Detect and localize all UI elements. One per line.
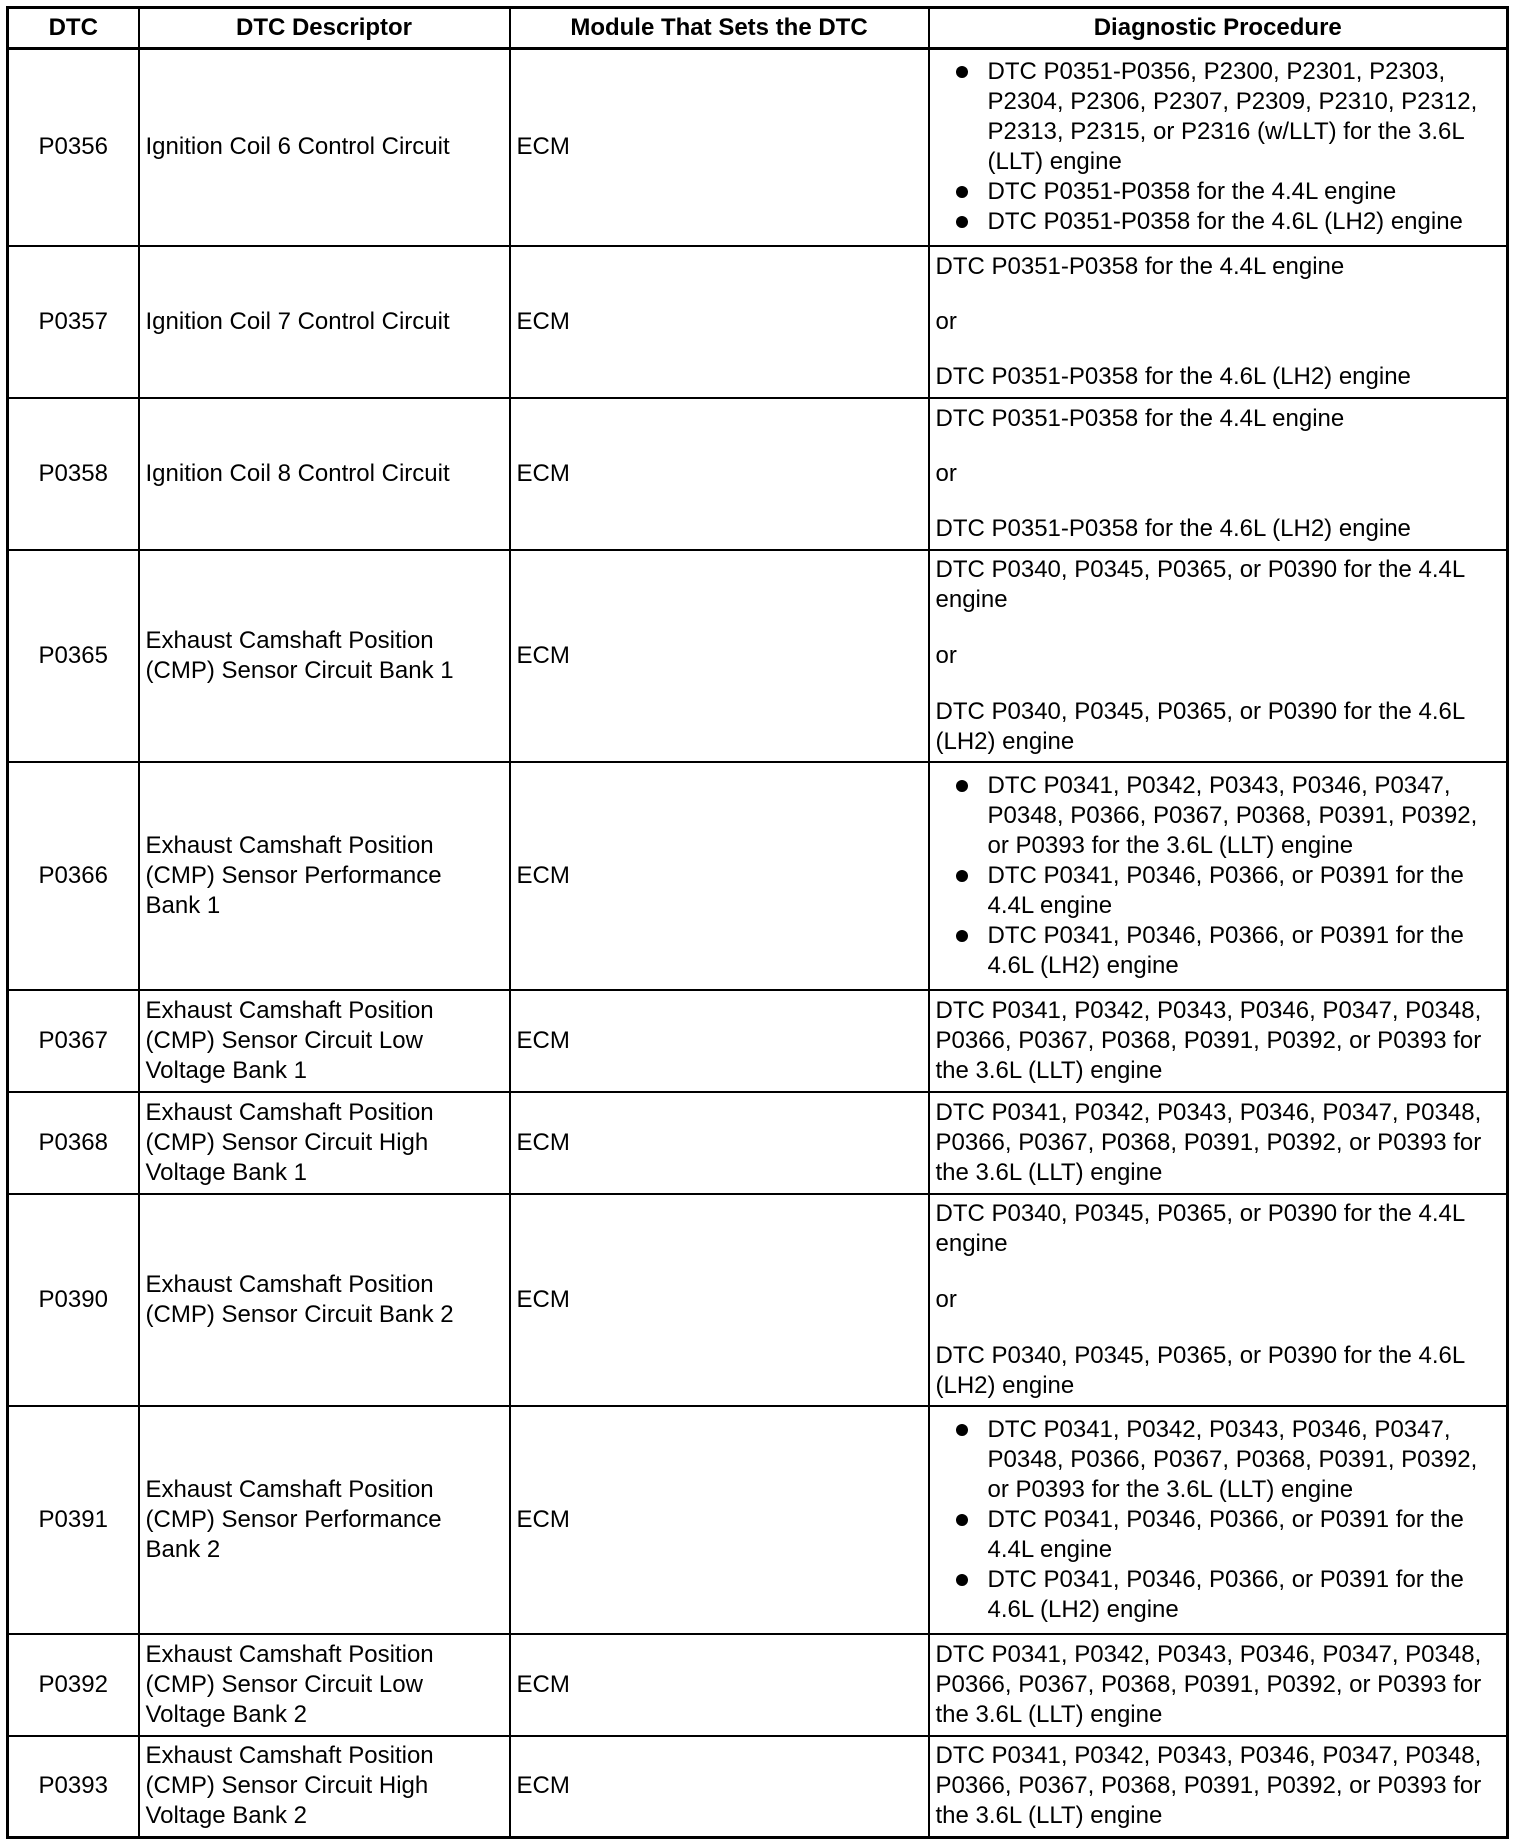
table-row	[8, 246, 1508, 398]
procedure-option: DTC P0351-P0358 for the 4.6L (LH2) engine	[935, 514, 1411, 542]
table-row	[8, 1194, 1508, 1406]
dtc-code: P0358	[8, 398, 139, 550]
dtc-module: ECM	[510, 1406, 929, 1634]
header-dtc: DTC	[8, 8, 139, 49]
diagnostic-procedure: DTC P0341, P0342, P0343, P0346, P0347, P0348, P0366, P0367, P0368, P0391, P0392, or P0393 for the 3.6L (LLT) engine	[929, 1634, 1508, 1736]
diagnostic-procedure	[929, 1406, 1508, 1634]
procedure-alternatives	[936, 404, 1501, 544]
header-procedure: Diagnostic Procedure	[929, 8, 1508, 49]
procedure-item: DTC P0351-P0358 for the 4.4L engine	[936, 177, 1501, 207]
diagnostic-procedure	[929, 762, 1508, 990]
procedure-item: DTC P0351-P0358 for the 4.6L (LH2) engine	[936, 207, 1501, 237]
table-row	[8, 1092, 1508, 1194]
dtc-table	[6, 6, 1509, 1839]
header-descriptor: DTC Descriptor	[139, 8, 510, 49]
dtc-module: ECM	[510, 398, 929, 550]
table-row	[8, 49, 1508, 246]
header-module: Module That Sets the DTC	[510, 8, 929, 49]
dtc-code: P0390	[8, 1194, 139, 1406]
procedure-item: DTC P0351-P0356, P2300, P2301, P2303, P2304, P2306, P2307, P2309, P2310, P2312, P2313, P2315, or P2316 (w/LLT) for the 3.6L (LLT) engine	[936, 57, 1501, 177]
dtc-module: ECM	[510, 49, 929, 246]
procedure-list	[936, 1415, 1501, 1625]
procedure-list	[936, 57, 1501, 237]
procedure-option: DTC P0340, P0345, P0365, or P0390 for the 4.4L engine	[935, 555, 1465, 613]
dtc-code: P0366	[8, 762, 139, 990]
dtc-code: P0368	[8, 1092, 139, 1194]
dtc-descriptor: Exhaust Camshaft Position (CMP) Sensor Circuit Bank 2	[139, 1194, 510, 1406]
dtc-descriptor: Exhaust Camshaft Position (CMP) Sensor Circuit High Voltage Bank 1	[139, 1092, 510, 1194]
procedure-option: DTC P0351-P0358 for the 4.4L engine	[935, 252, 1345, 280]
dtc-module: ECM	[510, 762, 929, 990]
procedure-option: DTC P0340, P0345, P0365, or P0390 for the 4.6L (LH2) engine	[935, 697, 1465, 755]
dtc-module: ECM	[510, 246, 929, 398]
dtc-module: ECM	[510, 1092, 929, 1194]
dtc-code: P0367	[8, 990, 139, 1092]
dtc-descriptor: Ignition Coil 8 Control Circuit	[139, 398, 510, 550]
procedure-option: DTC P0351-P0358 for the 4.6L (LH2) engine	[935, 362, 1411, 390]
procedure-option: DTC P0340, P0345, P0365, or P0390 for the 4.6L (LH2) engine	[935, 1341, 1465, 1399]
procedure-item: DTC P0341, P0346, P0366, or P0391 for the 4.4L engine	[936, 1505, 1501, 1565]
table-row	[8, 398, 1508, 550]
header-row	[8, 8, 1508, 49]
table-row	[8, 1406, 1508, 1634]
diagnostic-procedure: DTC P0341, P0342, P0343, P0346, P0347, P0348, P0366, P0367, P0368, P0391, P0392, or P0393 for the 3.6L (LLT) engine	[929, 990, 1508, 1092]
dtc-module: ECM	[510, 990, 929, 1092]
procedure-alternatives	[936, 1199, 1501, 1401]
dtc-descriptor: Exhaust Camshaft Position (CMP) Sensor Performance Bank 1	[139, 762, 510, 990]
table-row	[8, 1634, 1508, 1736]
dtc-module: ECM	[510, 1194, 929, 1406]
procedure-alternatives	[936, 252, 1501, 392]
table-row	[8, 550, 1508, 762]
dtc-code: P0392	[8, 1634, 139, 1736]
dtc-code: P0365	[8, 550, 139, 762]
dtc-descriptor: Exhaust Camshaft Position (CMP) Sensor Circuit High Voltage Bank 2	[139, 1736, 510, 1838]
procedure-option: DTC P0340, P0345, P0365, or P0390 for the 4.4L engine	[935, 1199, 1465, 1257]
dtc-descriptor: Ignition Coil 7 Control Circuit	[139, 246, 510, 398]
diagnostic-procedure	[929, 1194, 1508, 1406]
procedure-or: or	[935, 307, 957, 335]
diagnostic-procedure: DTC P0341, P0342, P0343, P0346, P0347, P0348, P0366, P0367, P0368, P0391, P0392, or P0393 for the 3.6L (LLT) engine	[929, 1092, 1508, 1194]
dtc-module: ECM	[510, 1634, 929, 1736]
dtc-module: ECM	[510, 550, 929, 762]
dtc-code: P0393	[8, 1736, 139, 1838]
procedure-option: DTC P0351-P0358 for the 4.4L engine	[935, 404, 1345, 432]
dtc-code: P0357	[8, 246, 139, 398]
dtc-code: P0391	[8, 1406, 139, 1634]
dtc-descriptor: Exhaust Camshaft Position (CMP) Sensor Circuit Low Voltage Bank 2	[139, 1634, 510, 1736]
dtc-descriptor: Exhaust Camshaft Position (CMP) Sensor Performance Bank 2	[139, 1406, 510, 1634]
procedure-or: or	[935, 1285, 957, 1313]
procedure-item: DTC P0341, P0346, P0366, or P0391 for the 4.4L engine	[936, 861, 1501, 921]
procedure-item: DTC P0341, P0346, P0366, or P0391 for the 4.6L (LH2) engine	[936, 921, 1501, 981]
dtc-descriptor: Exhaust Camshaft Position (CMP) Sensor Circuit Low Voltage Bank 1	[139, 990, 510, 1092]
procedure-item: DTC P0341, P0342, P0343, P0346, P0347, P0348, P0366, P0367, P0368, P0391, P0392, or P0393 for the 3.6L (LLT) engine	[936, 1415, 1501, 1505]
document-page	[6, 6, 1509, 1839]
table-row	[8, 990, 1508, 1092]
procedure-alternatives	[936, 555, 1501, 757]
procedure-or: or	[935, 459, 957, 487]
diagnostic-procedure	[929, 246, 1508, 398]
procedure-item: DTC P0341, P0346, P0366, or P0391 for the 4.6L (LH2) engine	[936, 1565, 1501, 1625]
dtc-code: P0356	[8, 49, 139, 246]
diagnostic-procedure: DTC P0341, P0342, P0343, P0346, P0347, P0348, P0366, P0367, P0368, P0391, P0392, or P0393 for the 3.6L (LLT) engine	[929, 1736, 1508, 1838]
diagnostic-procedure	[929, 398, 1508, 550]
dtc-module: ECM	[510, 1736, 929, 1838]
table-row	[8, 762, 1508, 990]
dtc-descriptor: Ignition Coil 6 Control Circuit	[139, 49, 510, 246]
procedure-or: or	[935, 641, 957, 669]
procedure-list	[936, 771, 1501, 981]
diagnostic-procedure	[929, 550, 1508, 762]
diagnostic-procedure	[929, 49, 1508, 246]
procedure-item: DTC P0341, P0342, P0343, P0346, P0347, P0348, P0366, P0367, P0368, P0391, P0392, or P0393 for the 3.6L (LLT) engine	[936, 771, 1501, 861]
table-row	[8, 1736, 1508, 1838]
dtc-descriptor: Exhaust Camshaft Position (CMP) Sensor Circuit Bank 1	[139, 550, 510, 762]
